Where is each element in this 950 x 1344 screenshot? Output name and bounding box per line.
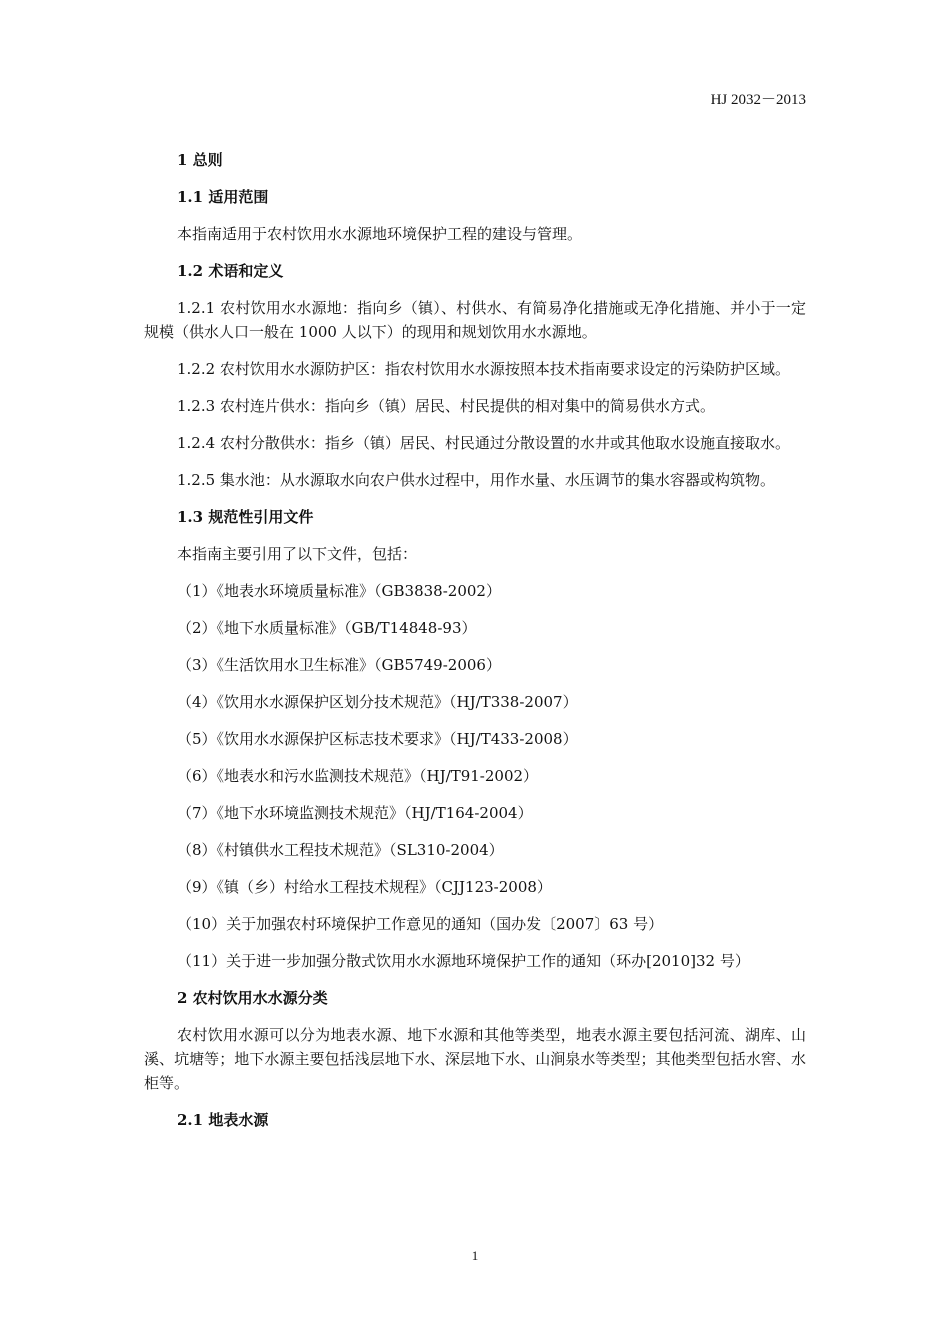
reference-item: （4）《饮用水水源保护区划分技术规范》（HJ/T338-2007）	[177, 693, 578, 711]
references-intro: 本指南主要引用了以下文件，包括：	[177, 545, 418, 563]
section-heading-1: 1 总则	[177, 151, 223, 169]
reference-item: （3）《生活饮用水卫生标准》（GB5749-2006）	[177, 656, 501, 674]
page-body	[144, 148, 806, 1145]
definition-1-2-5: 1.2.5 集水池：从水源取水向农户供水过程中，用作水量、水压调节的集水容器或构筑物。	[177, 471, 775, 489]
definition-1-2-1: 1.2.1 农村饮用水水源地：指向乡（镇）、村供水、有简易净化措施或无净化措施、并小于一定规模（供水人口一般在 1000 人以下）的现用和规划饮用水水源地。	[144, 299, 806, 341]
reference-item: （7）《地下水环境监测技术规范》（HJ/T164-2004）	[177, 804, 533, 822]
reference-item: （10）关于加强农村环境保护工作意见的通知（国办发〔2007〕63 号）	[177, 915, 664, 933]
definition-1-2-4: 1.2.4 农村分散供水：指乡（镇）居民、村民通过分散设置的水井或其他取水设施直接取水。	[177, 434, 790, 452]
standard-code: HJ 2032－2013	[710, 92, 806, 108]
definition-1-2-3: 1.2.3 农村连片供水：指向乡（镇）居民、村民提供的相对集中的简易供水方式。	[177, 397, 715, 415]
section-heading-2-1: 2.1 地表水源	[177, 1111, 269, 1129]
section-heading-2: 2 农村饮用水水源分类	[177, 989, 328, 1007]
reference-item: （11）关于进一步加强分散式饮用水水源地环境保护工作的通知（环办[2010]32 号）	[177, 952, 750, 970]
reference-item: （2）《地下水质量标准》（GB/T14848-93）	[177, 619, 477, 637]
section-heading-1-1: 1.1 适用范围	[177, 188, 269, 206]
definition-1-2-2: 1.2.2 农村饮用水水源防护区：指农村饮用水水源按照本技术指南要求设定的污染防护区域。	[177, 360, 790, 378]
section-heading-1-3: 1.3 规范性引用文件	[177, 508, 314, 526]
reference-item: （6）《地表水和污水监测技术规范》（HJ/T91-2002）	[177, 767, 539, 785]
reference-item: （8）《村镇供水工程技术规范》（SL310-2004）	[177, 841, 504, 859]
reference-item: （9）《镇（乡）村给水工程技术规程》（CJJ123-2008）	[177, 878, 552, 896]
page-number: 1	[471, 1248, 479, 1263]
reference-item: （5）《饮用水水源保护区标志技术要求》（HJ/T433-2008）	[177, 730, 578, 748]
classification-paragraph: 农村饮用水源可以分为地表水源、地下水源和其他等类型，地表水源主要包括河流、湖库、山溪、坑塘等；地下水源主要包括浅层地下水、深层地下水、山涧泉水等类型；其他类型包括水窖、水柜等。	[144, 1026, 806, 1092]
scope-paragraph: 本指南适用于农村饮用水水源地环境保护工程的建设与管理。	[177, 225, 583, 243]
reference-item: （1）《地表水环境质量标准》（GB3838-2002）	[177, 582, 501, 600]
section-heading-1-2: 1.2 术语和定义	[177, 262, 284, 280]
